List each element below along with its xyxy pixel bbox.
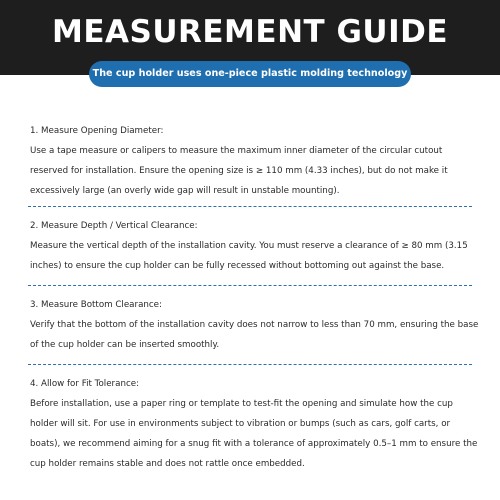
- section-heading: 1. Measure Opening Diameter:: [30, 126, 164, 136]
- section-heading: 2. Measure Depth / Vertical Clearance:: [30, 221, 198, 231]
- section-bottom-clearance: [30, 295, 480, 355]
- section-body: Use a tape measure or calipers to measure the maximum inner diameter of the circular cutout reserved for installation. Ensure the opening size is ≥ 110 mm (4.33 inches), but do not make it excessively large (an overly wide gap will result in unstable mounting).: [30, 146, 448, 196]
- section-heading: 3. Measure Bottom Clearance:: [30, 300, 162, 310]
- section-divider: [28, 364, 472, 365]
- section-heading: 4. Allow for Fit Tolerance:: [30, 379, 140, 389]
- section-body: Verify that the bottom of the installation cavity does not narrow to less than 70 mm, ensuring the base of the cup holder can be inserted smoothly.: [30, 320, 479, 350]
- section-fit-tolerance: [30, 374, 480, 474]
- section-divider: [28, 206, 472, 207]
- section-depth-clearance: [30, 216, 480, 276]
- section-opening-diameter: [30, 121, 480, 201]
- subtitle-banner: The cup holder uses one-piece plastic molding technology: [89, 61, 411, 87]
- section-divider: [28, 285, 472, 286]
- section-body: Measure the vertical depth of the installation cavity. You must reserve a clearance of ≥ 80 mm (3.15 inches) to ensure the cup holder can be fully recessed without bottoming out against the base.: [30, 241, 468, 271]
- page-title: MEASUREMENT GUIDE: [51, 14, 449, 50]
- section-body: Before installation, use a paper ring or template to test-fit the opening and simulate how the cup holder will sit. For use in environments subject to vibration or bumps (such as cars, golf carts, or boats), we recommend aiming for a snug fit with a tolerance of approximately 0.5–1 mm to ensure the cup holder remains stable and does not rattle once embedded.: [30, 399, 478, 469]
